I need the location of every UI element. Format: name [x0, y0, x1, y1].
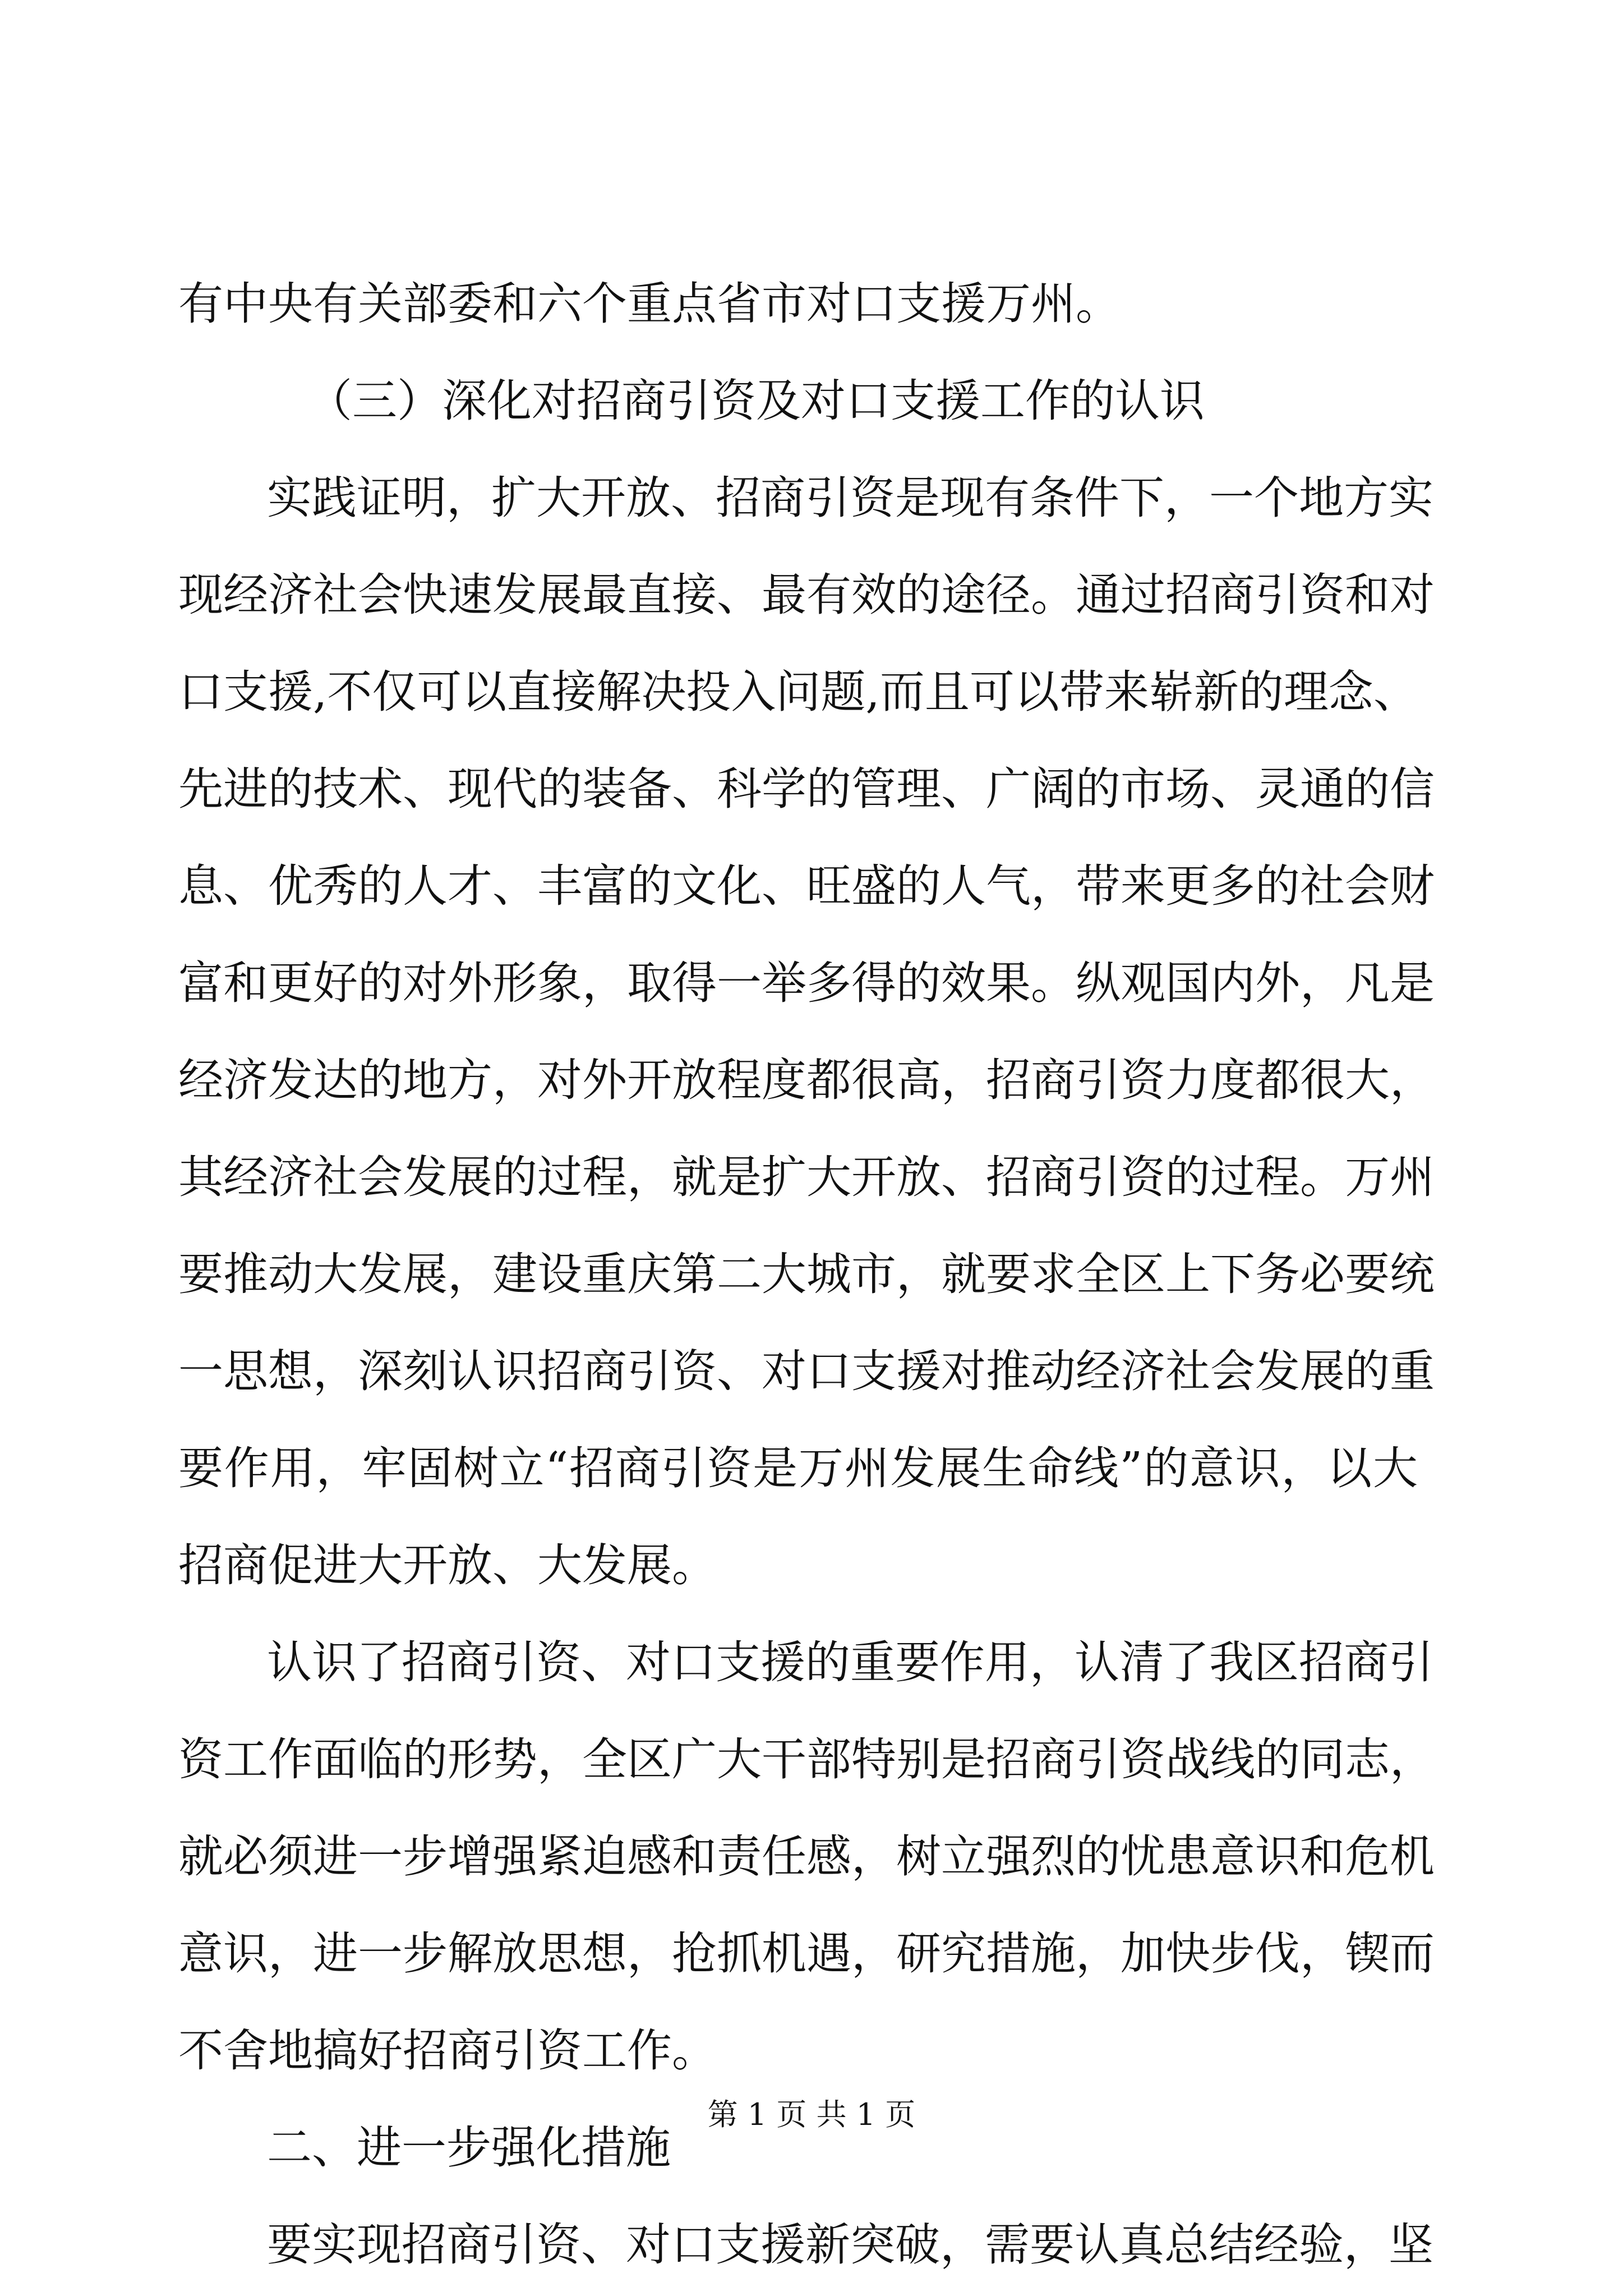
paragraph-line: 口支援,不仅可以直接解决投入问题,而且可以带来崭新的理念、 [178, 666, 1418, 718]
section-heading: 二、进一步强化措施 [267, 2122, 671, 2174]
paragraph-line: 要推动大发展，建设重庆第二大城市，就要求全区上下务必要统 [178, 1248, 1435, 1300]
paragraph-line: 其经济社会发展的过程，就是扩大开放、招商引资的过程。万州 [178, 1151, 1435, 1203]
paragraph-line: 息、优秀的人才、丰富的文化、旺盛的人气，带来更多的社会财 [178, 860, 1435, 912]
paragraph-line: 意识，进一步解放思想，抢抓机遇，研究措施，加快步伐，锲而 [178, 1927, 1435, 1980]
paragraph-line: 先进的技术、现代的装备、科学的管理、广阔的市场、灵通的信 [178, 763, 1435, 815]
paragraph-line: 现经济社会快速发展最直接、最有效的途径。通过招商引资和对 [178, 569, 1435, 621]
document-body [178, 255, 1435, 2293]
paragraph-line: 一思想，深刻认识招商引资、对口支援对推动经济社会发展的重 [178, 1345, 1435, 1397]
paragraph-line: 资工作面临的形势，全区广大干部特别是招商引资战线的同志， [178, 1733, 1435, 1786]
paragraph-line: 要作用，牢固树立“招商引资是万州发展生命线”的意识，以大 [178, 1442, 1418, 1494]
paragraph-line: 富和更好的对外形象，取得一举多得的效果。纵观国内外，凡是 [178, 957, 1435, 1009]
section-heading: （三）深化对招商引资及对口支援工作的认识 [307, 375, 1205, 427]
paragraph-line: 认识了招商引资、对口支援的重要作用，认清了我区招商引 [267, 1636, 1433, 1688]
paragraph-line: 不舍地搞好招商引资工作。 [178, 2024, 717, 2077]
paragraph-line: 实践证明，扩大开放、招商引资是现有条件下，一个地方实 [267, 472, 1433, 524]
paragraph-line: 就必须进一步增强紧迫感和责任感，树立强烈的忧患意识和危机 [178, 1830, 1435, 1883]
paragraph-line: 经济发达的地方，对外开放程度都很高，招商引资力度都很大， [178, 1054, 1435, 1106]
paragraph-line: 要实现招商引资、对口支援新突破，需要认真总结经验，坚 [267, 2219, 1433, 2271]
paragraph-line: 有中央有关部委和六个重点省市对口支援万州。 [178, 278, 1121, 330]
page-number-footer: 第 1 页 共 1 页 [707, 2097, 916, 2132]
paragraph-line: 招商促进大开放、大发展。 [178, 1539, 717, 1591]
